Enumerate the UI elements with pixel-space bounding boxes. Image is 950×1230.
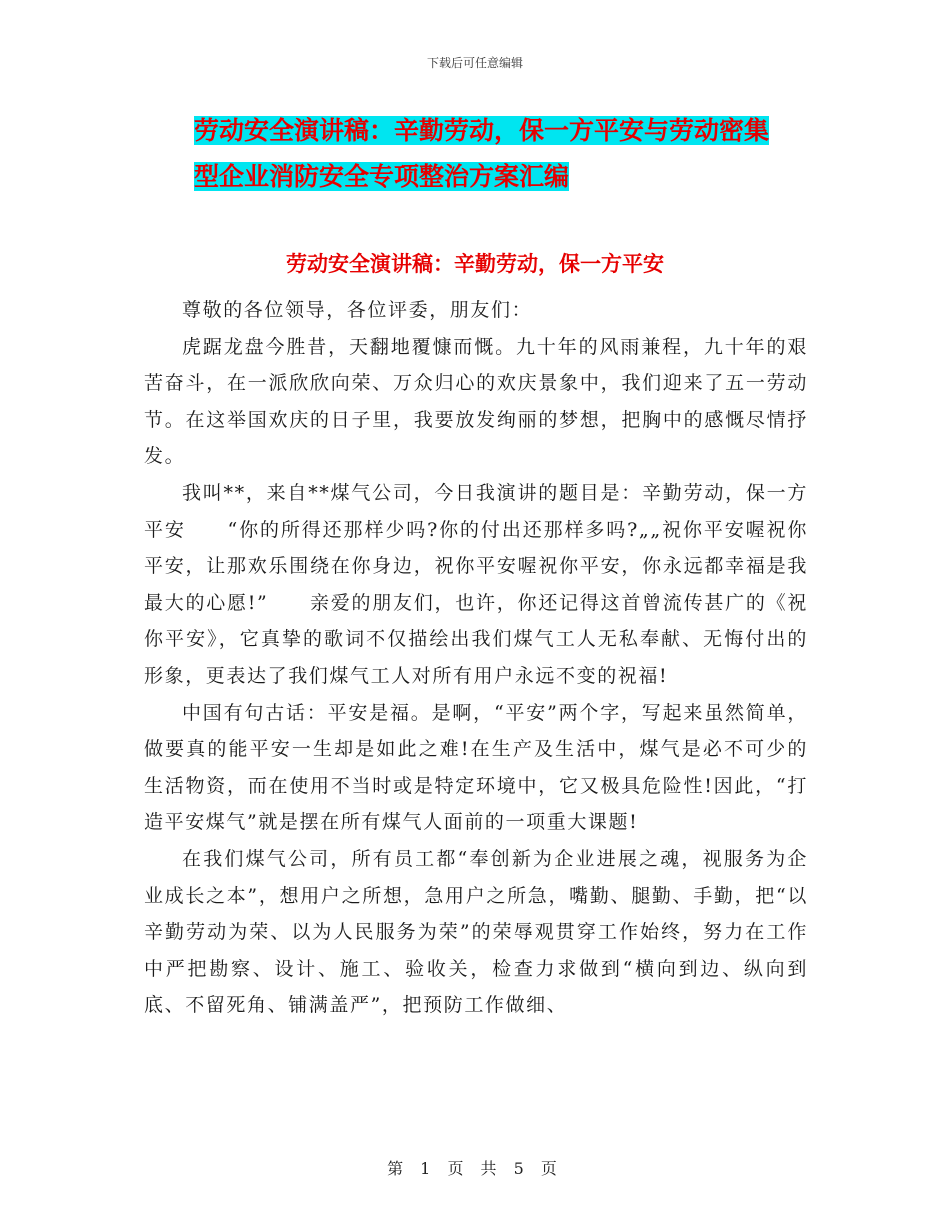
paragraph: 中国有句古话：平安是福。是啊，“平安”两个字，写起来虽然简单，做要真的能平安一生却是如此之难!在生产及生活中，煤气是必不可少的生活物资，而在使用不当时或是特定环境中，它又极具危险性!因此，“打造平安煤气”就是摆在所有煤气人面前的一项重大课题! bbox=[144, 701, 808, 834]
paragraph-greeting: 尊敬的各位领导，各位评委，朋友们： bbox=[182, 299, 533, 321]
title-line-2-text: 型企业消防安全专项整治方案汇编 bbox=[194, 162, 570, 191]
body-text bbox=[144, 292, 808, 1024]
section-title: 劳动安全演讲稿：辛勤劳动，保一方平安 bbox=[286, 252, 664, 276]
title-line-1 bbox=[194, 108, 840, 154]
header-note: 下载后可任意编辑 bbox=[426, 56, 523, 70]
paragraph: 虎踞龙盘今胜昔，天翻地覆慷而慨。九十年的风雨兼程，九十年的艰苦奋斗，在一派欣欣向荣、万众归心的欢庆景象中，我们迎来了五一劳动节。在这举国欢庆的日子里，我要放发绚丽的梦想，把胸中的感慨尽情抒发。 bbox=[144, 335, 808, 468]
page-number-footer: 第 1 页 共 5 页 bbox=[387, 1159, 563, 1178]
paragraph: 我叫**，来自**煤气公司，今日我演讲的题目是：辛勤劳动，保一方平安 “你的所得还那样少吗?你的付出还那样多吗?„„祝你平安喔祝你平安，让那欢乐围绕在你身边，祝你平安喔祝你平安，你永远都幸福是我最大的心愿!” 亲爱的朋友们，也许，你还记得这首曾流传甚广的《祝你平安》，它真挚的歌词不仅描绘出我们煤气工人无私奉献、无悔付出的形象，更表达了我们煤气工人对所有用户永远不变的祝福! bbox=[144, 481, 808, 687]
title-line-1-text: 劳动安全演讲稿：辛勤劳动，保一方平安与劳动密集 bbox=[194, 116, 770, 145]
paragraph: 在我们煤气公司，所有员工都“奉创新为企业进展之魂，视服务为企业成长之本”，想用户之所想，急用户之所急，嘴勤、腿勤、手勤，把“以辛勤劳动为荣、以为人民服务为荣”的荣辱观贯穿工作始终，努力在工作中严把勘察、设计、施工、验收关，检查力求做到“横向到边、纵向到底、不留死角、铺满盖严”，把预防工作做细、 bbox=[144, 847, 808, 1017]
document-title bbox=[150, 108, 840, 200]
title-line-2 bbox=[194, 154, 840, 200]
